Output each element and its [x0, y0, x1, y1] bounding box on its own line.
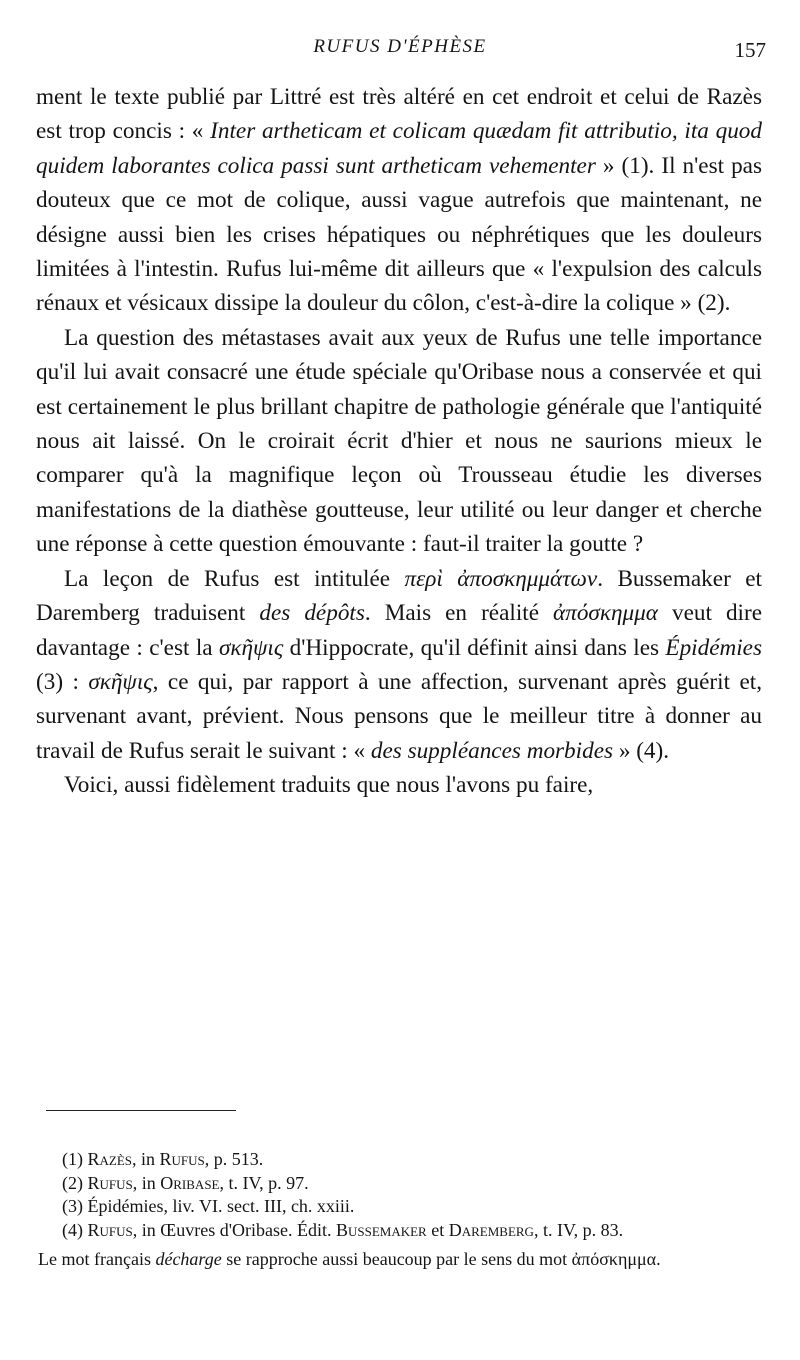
- running-head: RUFUS D'ÉPHÈSE: [313, 36, 487, 57]
- footnote-3: (3) Épidémies, liv. VI. sect. III, ch. xxiii.: [62, 1196, 355, 1216]
- text-run: ment le texte publié par Littré est très altéré en cet endroit et celui de Razès est trop concis : «: [36, 84, 762, 145]
- text-run: veut dire davantage : c'est la: [36, 600, 762, 661]
- text-run: et: [426, 1219, 449, 1240]
- note-author: Rufus: [87, 1172, 133, 1193]
- note-author: Rufus: [87, 1219, 133, 1240]
- note-author: Razès: [87, 1149, 133, 1169]
- text-run: , in: [132, 1149, 160, 1169]
- latin-quotation: Inter artheticam et colicam quædam fit attributio, ita quod quidem laborantes colica passi sunt artheticam vehementer: [36, 118, 762, 179]
- text-run: La leçon de Rufus est intitulée: [64, 565, 405, 592]
- note-author: Oribase: [160, 1172, 220, 1193]
- paragraph-4: Voici, aussi fidèlement traduits que nous l'avons pu faire,: [64, 772, 594, 799]
- footnote-remark: [38, 1248, 764, 1272]
- paragraph-3: [36, 562, 762, 768]
- note-editor: Daremberg: [448, 1219, 534, 1240]
- note-author: Rufus: [159, 1149, 205, 1169]
- italic-term: Épidémies: [665, 634, 762, 661]
- text-run: , in Œuvres d'Oribase. Édit.: [132, 1219, 336, 1240]
- footnote-4: [38, 1219, 764, 1243]
- footnote-rule: [46, 1110, 236, 1111]
- text-run: , in: [132, 1172, 161, 1193]
- greek-term: ἀπόσκημμα: [553, 600, 658, 627]
- text-run: se rapproche aussi beaucoup par le sens du mot: [221, 1249, 572, 1269]
- note-editor: Bussemaker: [335, 1219, 427, 1240]
- text-run: » (1). Il n'est pas douteux que ce mot de colique, aussi vague autrefois que maintenant, ne désigne aussi bien les crises hépatiques ou néphrétiques que les douleurs limitées à l'intestin. Rufus lui-même dit ailleurs que « l'expulsion des calculs rénaux et vésicaux dissipe la douleur du côlon, c'est-à-dire la colique » (2).: [36, 152, 762, 317]
- note-number: (4): [62, 1219, 88, 1240]
- body-text: [36, 80, 762, 803]
- page-header: [0, 34, 800, 66]
- text-run: , t. IV, p. 83.: [533, 1219, 624, 1240]
- italic-term: décharge: [155, 1249, 222, 1269]
- text-run: , t. IV, p. 97.: [219, 1172, 309, 1193]
- note-number: (1): [62, 1149, 88, 1169]
- greek-term: σκῆψις: [218, 634, 284, 661]
- text-run: .: [656, 1249, 661, 1269]
- text-run: , p. 513.: [204, 1149, 264, 1169]
- italic-term: des suppléances morbides: [370, 737, 614, 764]
- paragraph-1: [36, 80, 762, 321]
- page-number: 157: [734, 38, 766, 62]
- text-run: , ce qui, par rapport à une affection, survenant après guérit et, survenant avant, prévient. Nous pensons que le meilleur titre à donner au travail de Rufus serait le suivant : «: [36, 668, 762, 764]
- text-run: d'Hippocrate, qu'il définit ainsi dans les: [283, 634, 666, 661]
- greek-term: περὶ ἀποσκημμάτων: [404, 565, 598, 592]
- paragraph-2: La question des métastases avait aux yeux de Rufus une telle importance qu'il lui avait consacré une étude spéciale qu'Oribase nous a conservée et qui est certainement le plus brillant chapitre de pathologie générale que l'antiquité nous ait laissé. On le croirait écrit d'hier et nous ne saurions mieux le comparer qu'à la magnifique leçon où Trousseau étudie les diverses manifestations de la diathèse goutteuse, leur utilité ou leur danger et cherche une réponse à cette question émouvante : faut-il traiter la goutte ?: [36, 324, 762, 558]
- text-run: » (4).: [613, 737, 670, 764]
- footnotes: [38, 1148, 764, 1272]
- text-run: . Mais en réalité: [364, 600, 554, 627]
- greek-term: σκῆψις: [88, 668, 153, 695]
- text-run: Le mot français: [38, 1249, 156, 1269]
- note-number: (2): [62, 1172, 88, 1193]
- italic-term: des dépôts: [259, 600, 365, 627]
- greek-term: ἀπόσκημμα: [571, 1249, 657, 1269]
- text-run: (3) :: [36, 668, 89, 695]
- footnote-1: [38, 1148, 764, 1172]
- text-run: . Bussemaker et Daremberg traduisent: [36, 565, 762, 627]
- footnote-2: [38, 1172, 764, 1196]
